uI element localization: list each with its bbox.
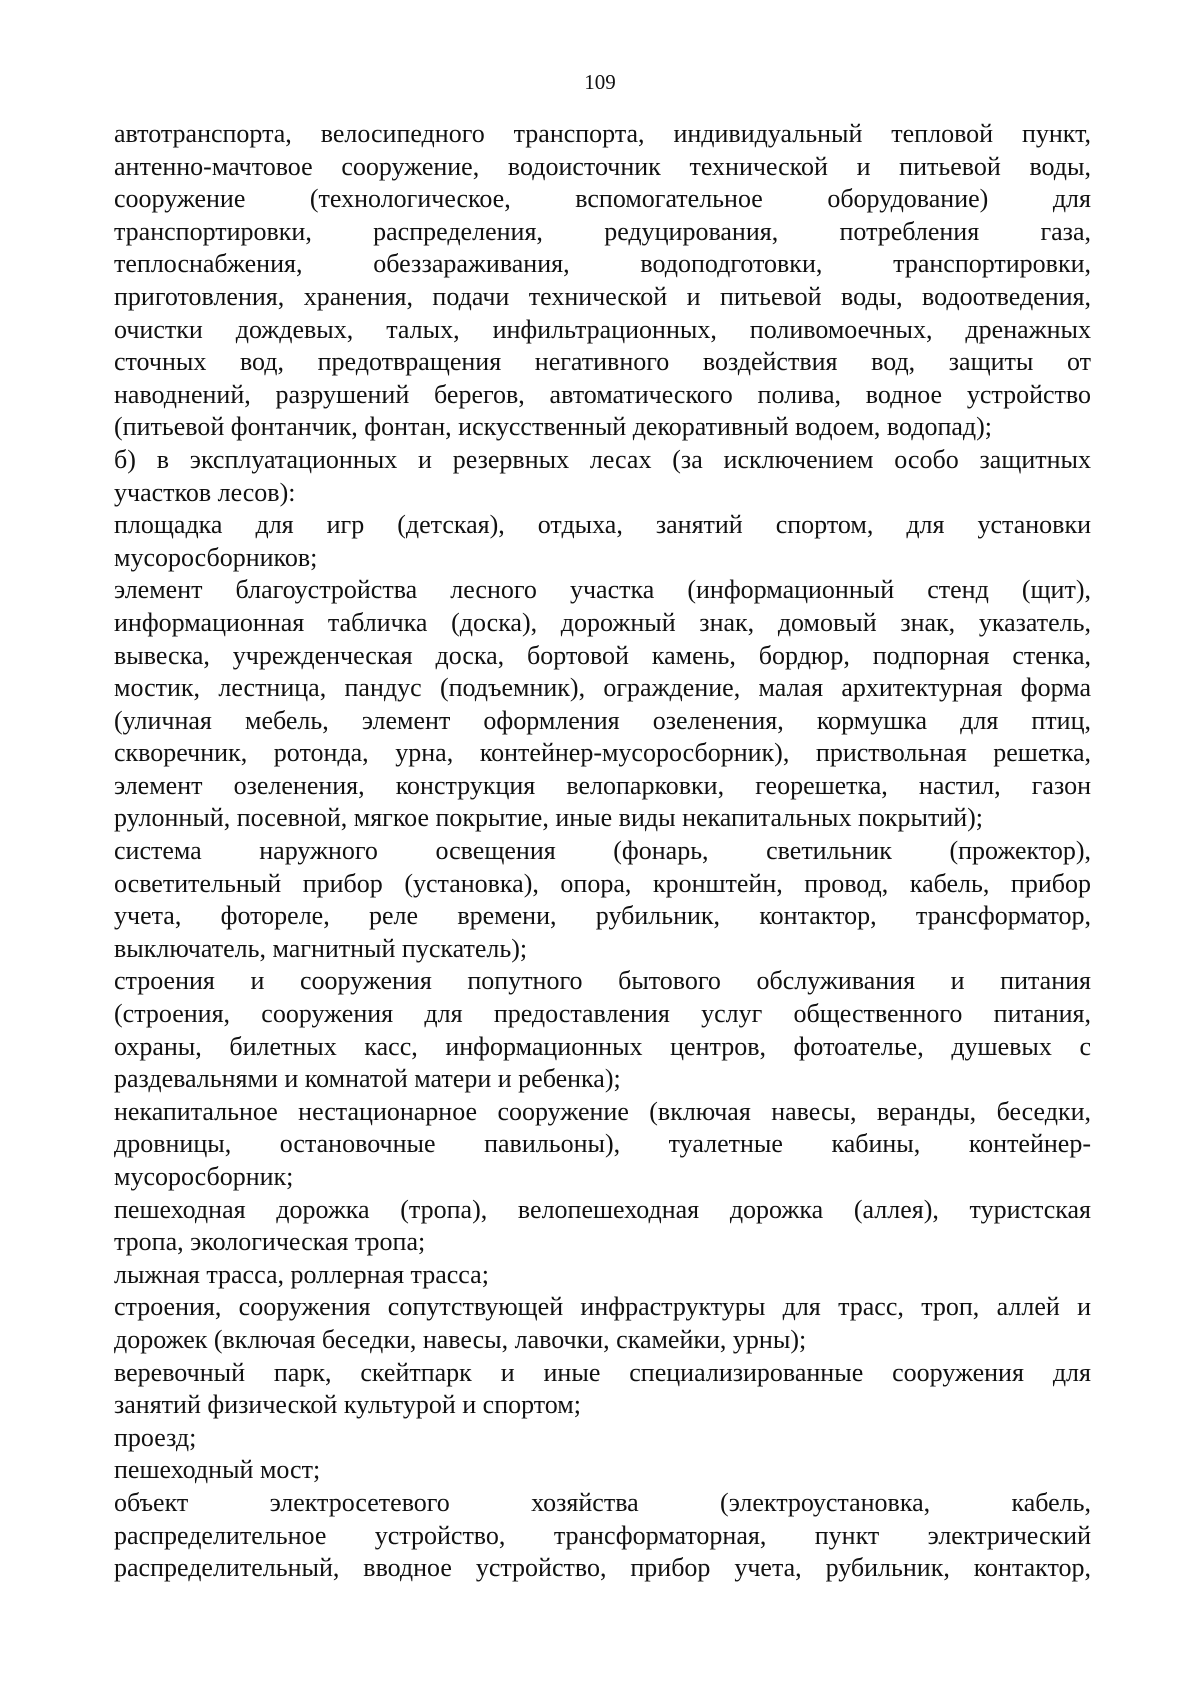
- text-line: теплоснабжения, обеззараживания, водоподготовки, транспортировки,: [114, 249, 1091, 279]
- text-line: выключатель, магнитный пускатель);: [114, 933, 528, 963]
- text-line: рулонный, посевной, мягкое покрытие, иные виды некапитальных покрытий);: [114, 803, 984, 833]
- paragraph: [114, 1259, 1091, 1292]
- text-line: скворечник, ротонда, урна, контейнер-мусоросборник), приствольная решетка,: [114, 738, 1091, 768]
- text-line: элемент озеленения, конструкция велопарковки, георешетка, настил, газон: [114, 770, 1091, 800]
- paragraph: [114, 1487, 1091, 1585]
- text-line: информационная табличка (доска), дорожный знак, домовый знак, указатель,: [114, 607, 1091, 637]
- text-line: сточных вод, предотвращения негативного воздействия вод, защиты от: [114, 347, 1091, 377]
- text-line: наводнений, разрушений берегов, автоматического полива, водное устройство: [114, 379, 1091, 409]
- page-number: 109: [584, 70, 616, 94]
- document-body: [114, 118, 1091, 1585]
- paragraph: [114, 444, 1091, 509]
- text-line: сооружение (технологическое, вспомогательное оборудование) для: [114, 184, 1091, 214]
- text-line: автотранспорта, велосипедного транспорта, индивидуальный тепловой пункт,: [114, 119, 1091, 148]
- paragraph: [114, 965, 1091, 1095]
- paragraph: [114, 835, 1091, 965]
- text-line: очистки дождевых, талых, инфильтрационных, поливомоечных, дренажных: [114, 314, 1091, 344]
- text-line: распределительное устройство, трансформаторная, пункт электрический: [114, 1520, 1091, 1550]
- text-line: веревочный парк, скейтпарк и иные специализированные сооружения для: [114, 1357, 1091, 1387]
- paragraph: [114, 1357, 1091, 1422]
- paragraph: [114, 1291, 1091, 1356]
- text-line: (строения, сооружения для предоставления услуг общественного питания,: [114, 999, 1091, 1029]
- text-line: занятий физической культурой и спортом;: [114, 1390, 581, 1420]
- text-line: антенно-мачтовое сооружение, водоисточник технической и питьевой воды,: [114, 151, 1091, 181]
- paragraph: [114, 1454, 1091, 1487]
- text-line: охраны, билетных касс, информационных центров, фотоателье, душевых с: [114, 1031, 1091, 1061]
- text-line: пешеходный мост;: [114, 1455, 321, 1485]
- text-line: учета, фотореле, реле времени, рубильник, контактор, трансформатор,: [114, 901, 1091, 931]
- text-line: вывеска, учрежденческая доска, бортовой камень, бордюр, подпорная стенка,: [114, 640, 1091, 670]
- paragraph: [114, 1194, 1091, 1259]
- text-line: тропа, экологическая тропа;: [114, 1227, 426, 1257]
- text-line: пешеходная дорожка (тропа), велопешеходная дорожка (аллея), туристская: [114, 1194, 1091, 1224]
- text-line: элемент благоустройства лесного участка (информационный стенд (щит),: [114, 575, 1091, 605]
- text-line: распределительный, вводное устройство, прибор учета, рубильник, контактор,: [114, 1553, 1091, 1583]
- text-line: лыжная трасса, роллерная трасса;: [114, 1259, 489, 1289]
- text-line: объект электросетевого хозяйства (электроустановка, кабель,: [114, 1487, 1091, 1517]
- paragraph: [114, 574, 1091, 835]
- text-line: проезд;: [114, 1422, 197, 1452]
- text-line: б) в эксплуатационных и резервных лесах (за исключением особо защитных: [114, 444, 1091, 474]
- text-line: мусоросборников;: [114, 542, 318, 572]
- text-line: дорожек (включая беседки, навесы, лавочки, скамейки, урны);: [114, 1324, 807, 1354]
- text-line: раздевальнями и комнатой матери и ребенка);: [114, 1064, 621, 1094]
- paragraph: [114, 1096, 1091, 1194]
- text-line: строения и сооружения попутного бытового обслуживания и питания: [114, 966, 1091, 996]
- text-line: осветительный прибор (установка), опора, кронштейн, провод, кабель, прибор: [114, 868, 1091, 898]
- text-line: система наружного освещения (фонарь, светильник (прожектор),: [114, 836, 1091, 866]
- text-line: площадка для игр (детская), отдыха, занятий спортом, для установки: [114, 510, 1091, 540]
- text-line: мостик, лестница, пандус (подъемник), ограждение, малая архитектурная форма: [114, 673, 1091, 703]
- paragraph: [114, 509, 1091, 574]
- text-line: строения, сооружения сопутствующей инфраструктуры для трасс, троп, аллей и: [114, 1292, 1091, 1322]
- text-line: транспортировки, распределения, редуцирования, потребления газа,: [114, 216, 1091, 246]
- text-line: некапитальное нестационарное сооружение (включая навесы, веранды, беседки,: [114, 1096, 1091, 1126]
- paragraph: [114, 118, 1091, 444]
- text-line: участков лесов):: [114, 477, 296, 507]
- text-line: (питьевой фонтанчик, фонтан, искусственный декоративный водоем, водопад);: [114, 412, 993, 442]
- text-line: дровницы, остановочные павильоны), туалетные кабины, контейнер-: [114, 1129, 1091, 1159]
- text-line: приготовления, хранения, подачи технической и питьевой воды, водоотведения,: [114, 281, 1091, 311]
- paragraph: [114, 1422, 1091, 1455]
- text-line: мусоросборник;: [114, 1162, 294, 1191]
- text-line: (уличная мебель, элемент оформления озеленения, кормушка для птиц,: [114, 705, 1091, 735]
